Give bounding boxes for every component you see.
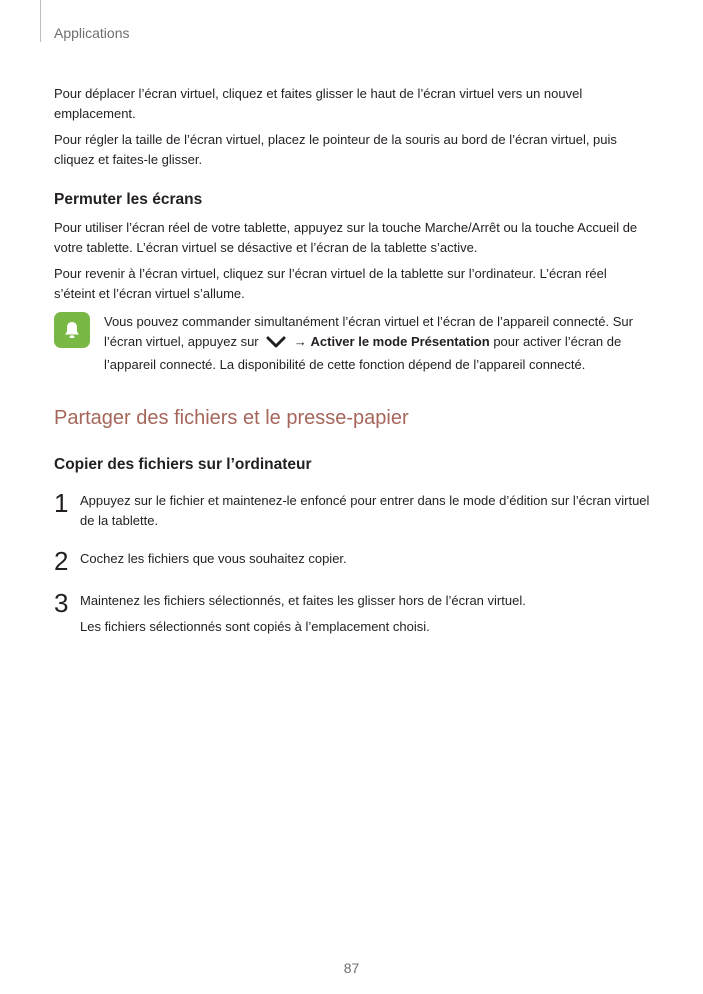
step-text: Appuyez sur le fichier et maintenez-le enfoncé pour entrer dans le mode d’édition sur l’écran virtuel de la tablette. (80, 493, 650, 528)
chevron-down-icon (266, 335, 286, 355)
section-header: Applications (54, 25, 130, 41)
page-content (54, 84, 650, 655)
note-text (104, 312, 650, 375)
step-number: 1 (54, 488, 69, 518)
step-1 (54, 488, 650, 531)
permuter-heading: Permuter les écrans (54, 191, 203, 208)
note-bold-option: Activer le mode Présentation (310, 334, 490, 349)
note-text-before: Vous pouvez commander simultanément l’écran virtuel et l’écran de l’appareil connecté. Sur l’écran virtuel, appuyez sur (104, 314, 633, 349)
note-text-after: pour activer l’écran de l’appareil connecté. La disponibilité de cette fonction dépend de l’appareil connecté. (104, 334, 622, 372)
permuter-paragraph-2: Pour revenir à l’écran virtuel, cliquez sur l’écran virtuel de la tablette sur l’ordinateur. L’écran réel s’éteint et l’écran virtuel s’allume. (54, 266, 607, 301)
step-2 (54, 546, 650, 576)
step-number: 3 (54, 588, 69, 618)
note-box (54, 312, 650, 375)
page-number: 87 (343, 960, 360, 976)
partager-heading: Partager des fichiers et le presse-papier (54, 407, 409, 429)
step-subtext: Les fichiers sélectionnés sont copiés à l’emplacement choisi. (80, 619, 430, 634)
bell-icon (54, 312, 90, 348)
copier-subheading: Copier des fichiers sur l’ordinateur (54, 456, 312, 473)
intro-paragraph-1: Pour déplacer l’écran virtuel, cliquez et faites glisser le haut de l’écran virtuel vers un nouvel emplacement. (54, 86, 583, 121)
intro-paragraph-2: Pour régler la taille de l’écran virtuel, placez le pointeur de la souris au bord de l’écran virtuel, puis cliquez et faites-le glisser. (54, 132, 617, 167)
step-number: 2 (54, 546, 69, 576)
permuter-paragraph-1: Pour utiliser l’écran réel de votre tablette, appuyez sur la touche Marche/Arrêt ou la touche Accueil de votre tablette. L’écran virtuel se désactive et l’écran de la tablette s’active. (54, 220, 638, 255)
note-arrow: → (293, 334, 307, 349)
step-text: Cochez les fichiers que vous souhaitez copier. (80, 551, 347, 566)
step-body (80, 591, 650, 637)
step-3 (54, 588, 650, 637)
step-text: Maintenez les fichiers sélectionnés, et faites les glisser hors de l’écran virtuel. (80, 593, 526, 608)
header-rule (40, 0, 41, 42)
